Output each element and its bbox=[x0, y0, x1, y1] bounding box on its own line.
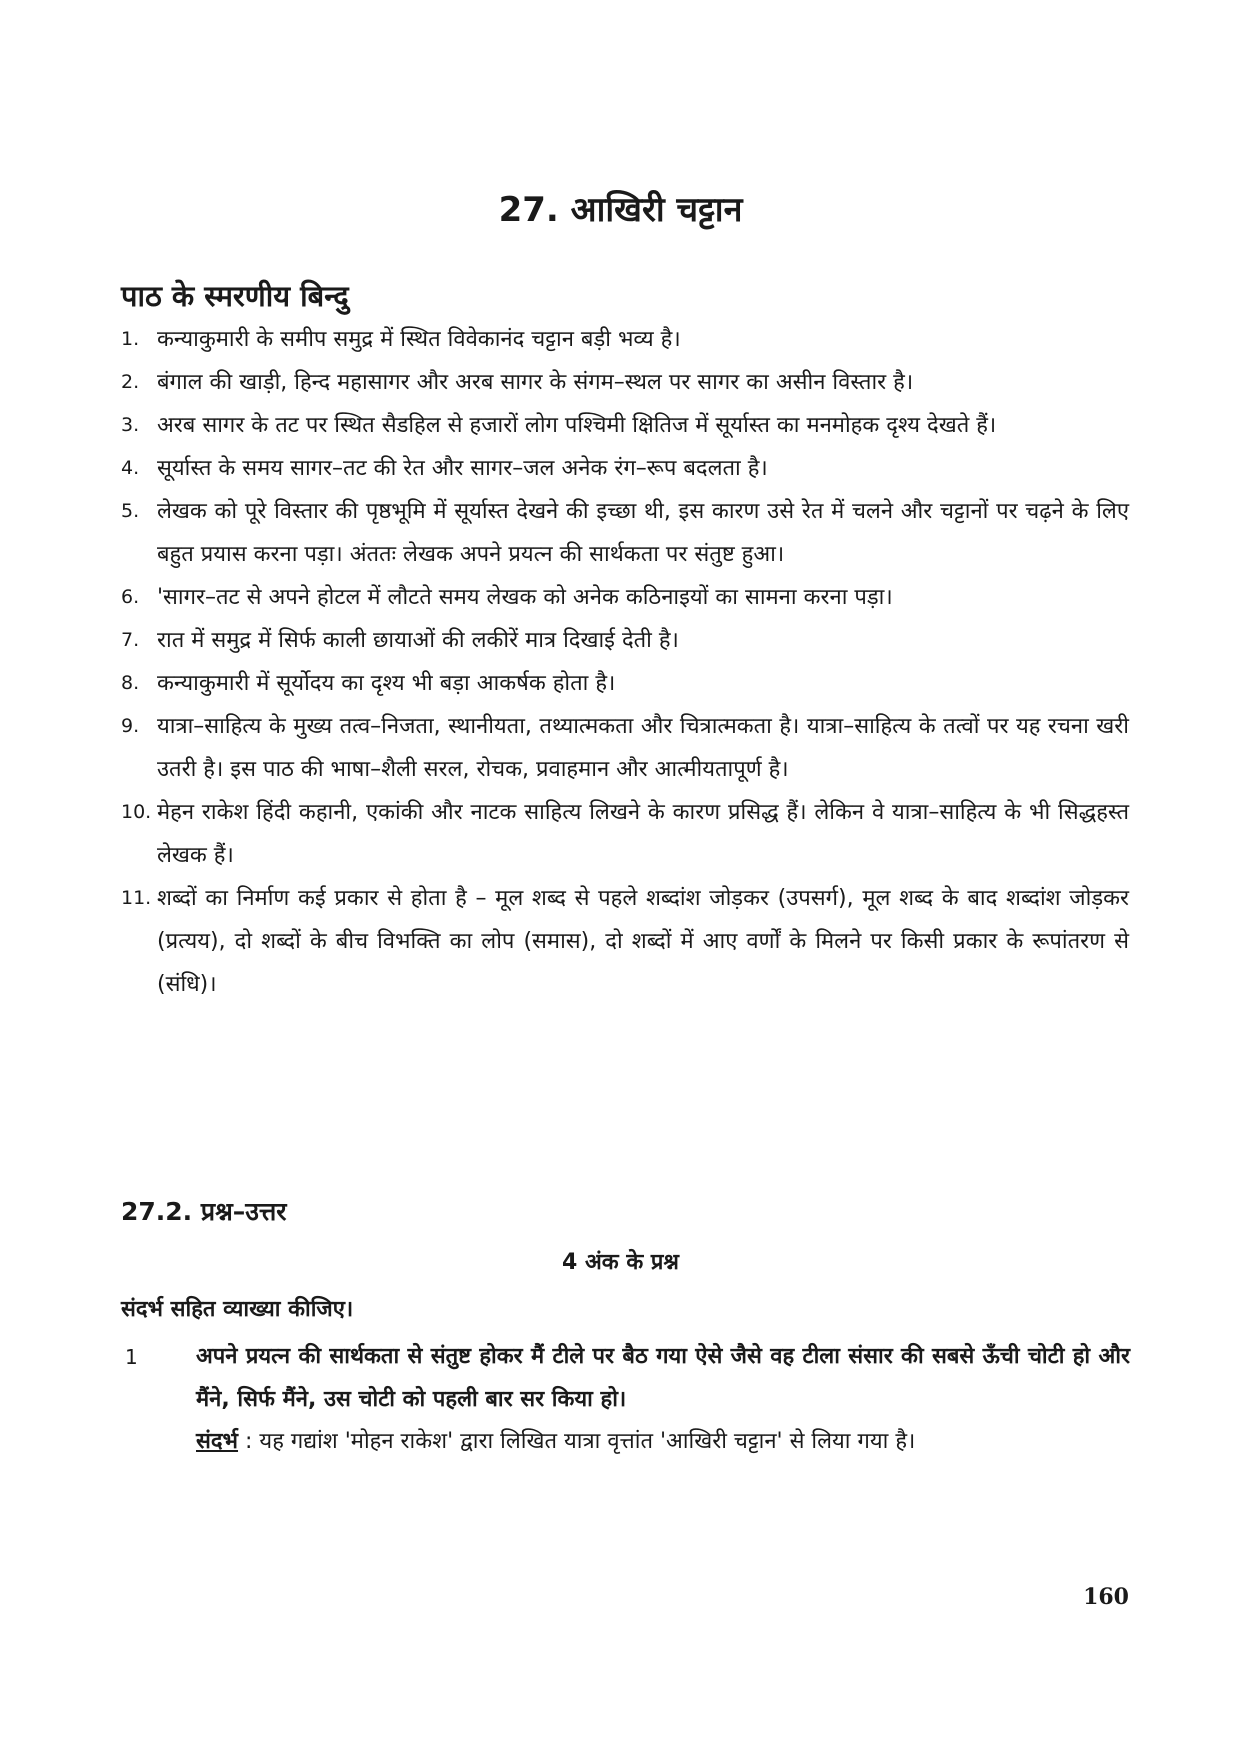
item-number: 2. bbox=[121, 371, 140, 393]
item-number: 4. bbox=[121, 457, 140, 479]
list-item bbox=[121, 318, 1129, 361]
item-text: मेहन राकेश हिंदी कहानी, एकांकी और नाटक साहित्य लिखने के कारण प्रसिद्ध हैं। लेकिन वे यात्रा–साहित्य के भी सिद्धहस्त लेखक हैं। bbox=[157, 800, 1129, 868]
question-number: 1 bbox=[125, 1345, 138, 1369]
section-heading: पाठ के स्मरणीय बिन्दु bbox=[121, 279, 349, 313]
item-text: अरब सागर के तट पर स्थित सैडहिल से हजारों लोग पश्चिमी क्षितिज में सूर्यास्त का मनमोहक दृश्य देखते हैं। bbox=[157, 413, 997, 438]
marks-heading: 4 अंक के प्रश्न bbox=[562, 1250, 679, 1275]
context-paragraph bbox=[196, 1420, 1130, 1463]
chapter-title: 27. आखिरी चट्टान bbox=[498, 190, 743, 230]
list-item bbox=[121, 404, 1129, 447]
page-number: 160 bbox=[1083, 1584, 1129, 1610]
item-text: शब्दों का निर्माण कई प्रकार से होता है – मूल शब्द से पहले शब्दांश जोड़कर (उपसर्ग), मूल शब्द के बाद शब्दांश जोड़कर (प्रत्यय), दो शब्दों के बीच विभक्ति का लोप (समास), दो शब्दों में आए वर्णों के मिलने पर किसी प्रकार के रूपांतरण से (संधि)। bbox=[157, 886, 1129, 997]
key-points-list bbox=[121, 318, 1129, 1006]
item-text: रात में समुद्र में सिर्फ काली छायाओं की लकीरें मात्र दिखाई देती है। bbox=[157, 628, 679, 653]
item-number: 7. bbox=[121, 629, 140, 651]
question-text: अपने प्रयत्न की सार्थकता से संतुष्ट होकर मैं टीले पर बैठ गया ऐसे जैसे वह टीला संसार की सबसे ऊँची चोटी हो और मैंने, सिर्फ मैंने, उस चोटी को पहली बार सर किया हो। bbox=[196, 1344, 1130, 1412]
item-text: कन्याकुमारी में सूर्योदय का दृश्य भी बड़ा आकर्षक होता है। bbox=[157, 671, 616, 696]
item-text: 'सागर–तट से अपने होटल में लौटते समय लेखक को अनेक कठिनाइयों का सामना करना पड़ा। bbox=[157, 585, 893, 610]
item-number: 8. bbox=[121, 672, 140, 694]
list-item bbox=[121, 662, 1129, 705]
item-number: 10. bbox=[121, 801, 152, 823]
item-text: बंगाल की खाड़ी, हिन्द महासागर और अरब सागर के संगम–स्थल पर सागर का असीन विस्तार है। bbox=[157, 370, 914, 395]
item-number: 5. bbox=[121, 500, 140, 522]
qa-heading: 27.2. प्रश्न–उत्तर bbox=[121, 1197, 287, 1226]
item-text: कन्याकुमारी के समीप समुद्र में स्थित विवेकानंद चट्टान बड़ी भव्य है। bbox=[157, 327, 681, 352]
item-number: 11. bbox=[121, 887, 152, 909]
list-item bbox=[121, 490, 1129, 576]
list-item bbox=[121, 447, 1129, 490]
item-number: 9. bbox=[121, 715, 140, 737]
list-item bbox=[121, 705, 1129, 791]
item-text: लेखक को पूरे विस्तार की पृष्ठभूमि में सूर्यास्त देखने की इच्छा थी, इस कारण उसे रेत में चलने और चट्टानों पर चढ़ने के लिए बहुत प्रयास करना पड़ा। अंततः लेखक अपने प्रयत्न की सार्थकता पर संतुष्ट हुआ। bbox=[157, 499, 1129, 567]
item-number: 3. bbox=[121, 414, 140, 436]
instruction-text: संदर्भ सहित व्याख्या कीजिए। bbox=[121, 1297, 354, 1322]
context-text: : यह गद्यांश 'मोहन राकेश' द्वारा लिखित यात्रा वृत्तांत 'आखिरी चट्टान' से लिया गया है। bbox=[238, 1429, 916, 1454]
context-label: संदर्भ bbox=[196, 1429, 239, 1454]
item-number: 6. bbox=[121, 586, 140, 608]
item-text: यात्रा–साहित्य के मुख्य तत्व–निजता, स्थानीयता, तथ्यात्मकता और चित्रात्मकता है। यात्रा–साहित्य के तत्वों पर यह रचना खरी उतरी है। इस पाठ की भाषा–शैली सरल, रोचक, प्रवाहमान और आत्मीयतापूर्ण है। bbox=[157, 714, 1129, 782]
item-number: 1. bbox=[121, 328, 140, 350]
list-item bbox=[121, 576, 1129, 619]
list-item bbox=[121, 361, 1129, 404]
list-item bbox=[121, 791, 1129, 877]
list-item bbox=[121, 619, 1129, 662]
list-item bbox=[121, 877, 1129, 1006]
item-text: सूर्यास्त के समय सागर–तट की रेत और सागर–जल अनेक रंग–रूप बदलता है। bbox=[157, 456, 768, 481]
